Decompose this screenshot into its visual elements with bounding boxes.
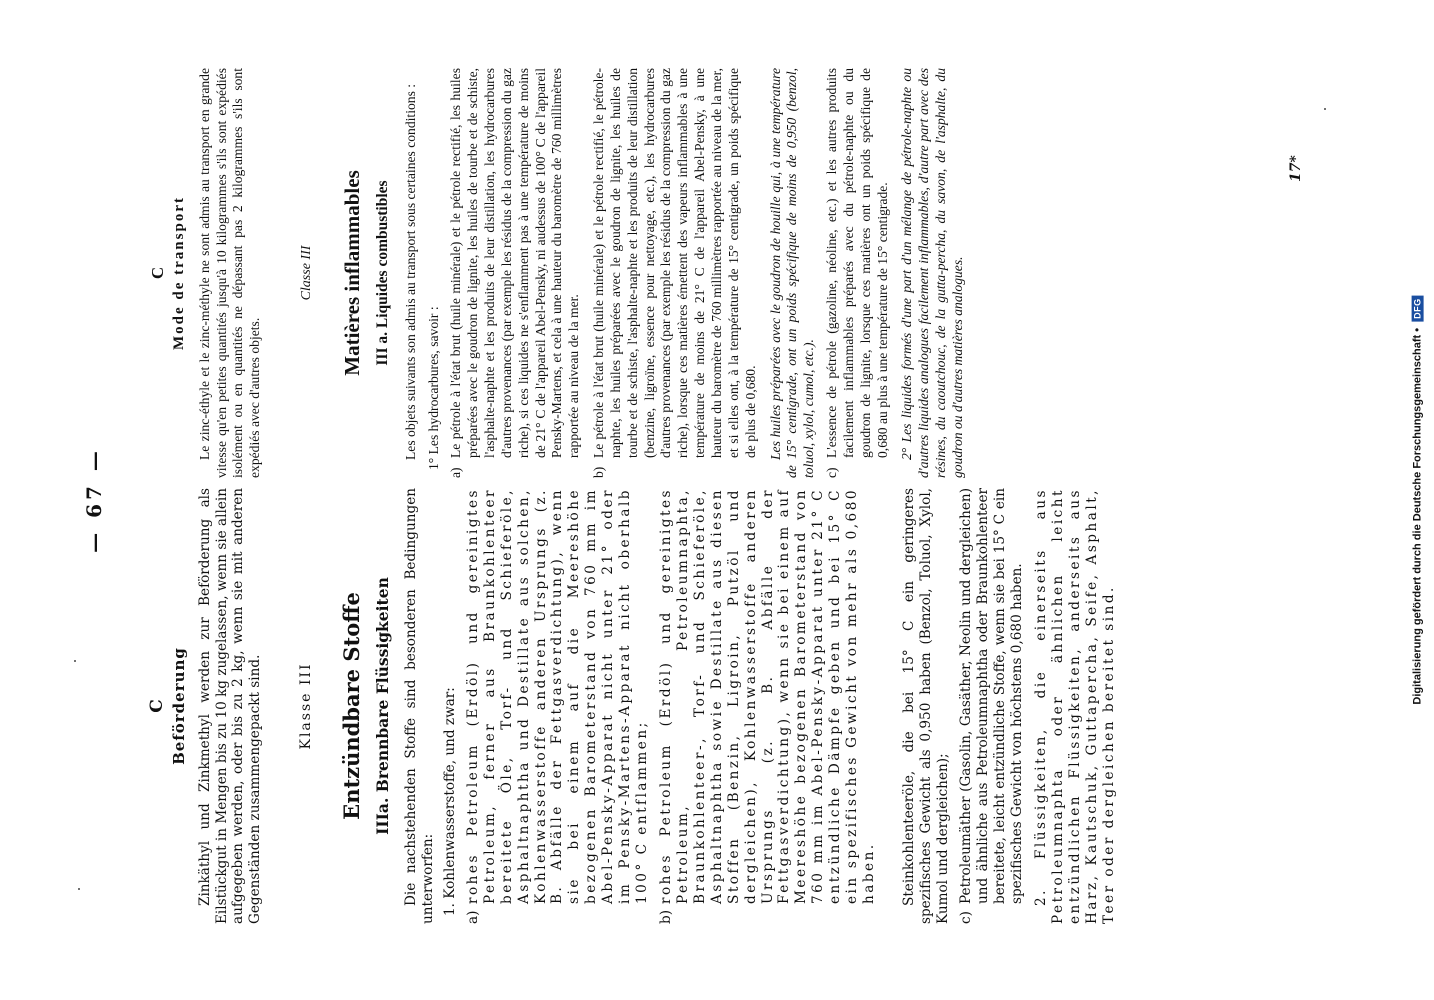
german-item-a bbox=[465, 488, 650, 924]
page-number-header: — 67 — bbox=[82, 447, 106, 553]
german-intro-paragraph: Zinkäthyl und Zinkmethyl werden zur Beförderung als Eilstückgut in Mengen bis zu 10 kg zugelassen, wenn sie allein aufgegeben werden, oder bis zu 2 kg, wenn sie mit anderen Gegenständen zusammengepackt sind. bbox=[196, 488, 264, 924]
german-section-title: Beförderung bbox=[170, 647, 189, 765]
french-item-a-label: a) bbox=[448, 467, 464, 478]
german-section-letter: C bbox=[147, 699, 167, 713]
french-item-c-text: L'essence de pétrole (gazoline, néoline, etc.) et les autres produits facilement inflammables préparés avec du pétrole-naphte ou du goudron de lignite, lorsque ces matières ont un poids spécifique de 0,680 au plus à une température de 15° centigrade. bbox=[824, 68, 890, 458]
french-item-a bbox=[448, 68, 583, 478]
french-admission-text: Les objets suivants son admis au transport sous certaines conditions : bbox=[402, 83, 418, 460]
french-section-letter: C bbox=[148, 266, 167, 280]
german-class-title: Entzündbare Stoffe bbox=[339, 592, 365, 820]
french-item-b-text: Le pétrole à l'état brut (huile minérale) et le pétrole rectifié, le pétrole-naphte, les huiles préparées avec le goudron de lignite, les huiles de tourbe et de schiste, l'asphalte-naphte et les produits de leur distillation (benzine, ligroïne, essence pour nettoyage, etc.), les hydrocarbures d'autres provenances (par exemple les résidus de la compression du gaz riche), lorsque ces matières émettent des vapeurs inflammables à une température de moins de 21° C de l'appareil Abel-Pensky, à une hauteur du baromètre de 760 millimètres rapportée au niveau de la mer, et si elles ont, à la température de 15° centigrade, un poids spécifique de plus de 0,680. bbox=[591, 68, 758, 458]
french-item-2: 2° Les liquides formés d'une part d'un mélange de pétrole-naphte ou d'autres liquides analogues facilement inflammables, d'autre part avec des résines, du caoutchouc, de la gutta-percha, du savon, de l'asphalte, du goudron ou d'autres matières analogues. bbox=[899, 68, 965, 478]
german-item-c-label: c) bbox=[957, 911, 974, 924]
french-intro-paragraph: Le zinc-éthyle et le zinc-méthyle ne sont admis au transport en grande vitesse qu'en petites quantités jusqu'à 10 kilogrammes s'ils sont expédiés isolément ou en quantités ne dépassant pas 2 kilogrammes s'ils sont expédiés avec d'autres objets. bbox=[196, 68, 263, 478]
german-subclass-title: IIIa. Brennbare Flüssigkeiten bbox=[373, 577, 393, 835]
french-item-c-label: c) bbox=[824, 467, 840, 478]
scan-speck bbox=[78, 888, 80, 890]
french-class-label: Classe III bbox=[299, 245, 315, 301]
german-item-c bbox=[958, 488, 1025, 924]
digitization-note-text: Digitalisierung gefördert durch die Deutsche Forschungsgemeinschaft • bbox=[1412, 327, 1425, 705]
french-column bbox=[135, 68, 1355, 478]
german-coal-tar-paragraph: Steinkohlenteeröle, die bei 15° C ein geringeres spezifisches Gewicht als 0,950 haben (Benzol, Toluol, Xylol, Kumol und dergleichen); bbox=[901, 488, 952, 924]
german-item-b-text: rohes Petroleum (Erdöl) und gereinigtes Petroleum, Petroleumnaphta, Braunkohlenteer-, Torf- und Schieferöle, Asphaltnaphtha sowie Destillate aus diesen Stoffen (Benzin, Ligroin, Putzöl und dergleichen), Kohlenwasserstoffe anderen Ursprungs (z. B. Abfälle der Fettgasverdichtung), wenn sie bei einem auf Meereshöhe bezogenen Barometerstand von 760 mm im Abel-Pensky-Apparat unter 21° C entzündliche Dämpfe geben und bei 15° C ein spezifisches Gewicht von mehr als 0,680 haben. bbox=[658, 488, 877, 904]
german-class-label: Klasse III bbox=[298, 662, 315, 750]
french-item-c bbox=[824, 68, 891, 478]
dfg-logo-icon: DFG bbox=[1412, 295, 1424, 322]
german-column bbox=[135, 488, 1355, 924]
scan-speck bbox=[74, 660, 76, 662]
german-item-c-text: Petroleumäther (Gasolin, Gasäther, Neolin und dergleichen) und ähnliche aus Petroleumnaphtha oder Braunkohlenteer bereitete, leicht entzündliche Stoffe, wenn sie bei 15° C ein spezifisches Gewicht von höchstens 0,680 haben. bbox=[957, 488, 1025, 904]
french-section-title: Mode de transport bbox=[171, 196, 188, 350]
french-class-title: Matières inflammables bbox=[340, 170, 365, 376]
german-item-a-text: rohes Petroleum (Erdöl) und gereinigtes Petroleum, ferner aus Braunkohlenteer bereitete Öle, Torf- und Schieferöle, Asphaltnaphtha und Destillate aus solchen, Kohlenwasserstoffe anderen Ursprungs (z. B. Abfälle der Fettgasverdichtung), wenn sie bei einem auf die Meereshöhe bezogenen Barometerstand von 760 mm im Abel-Pensky-Apparat nicht unter 21° oder im Pensky-Martens-Apparat nicht oberhalb 100° C entflammen; bbox=[465, 488, 650, 904]
french-coal-tar-paragraph: Les huiles préparées avec le goudron de houille qui, à une température de 15° centigrade, ont un poids spécifique de moins de 0,950 (benzol, toluol, xylol, cumol, etc.). bbox=[767, 68, 817, 478]
scan-speck bbox=[1324, 108, 1326, 110]
german-item-a-label: a) bbox=[465, 910, 482, 924]
page-signature-footer: 17* bbox=[1288, 155, 1304, 182]
french-subclass-title: III a. Liquides combustibles bbox=[374, 180, 392, 366]
french-item-b-label: b) bbox=[591, 466, 607, 478]
french-item-b bbox=[591, 68, 759, 478]
french-item-a-text: Le pétrole à l'état brut (huile minérale) et le pétrole rectifié, les huiles préparées avec le goudron de lignite, les huiles de tourbe et de schiste, l'asphalte-naphte et les produits de leur distillation, les hydrocarbures d'autres provenances (par exemple les résidus de la compression du gaz riche), si ces liquides ne s'enflamment pas à une température de moins de 21° C de l'appareil Abel-Pensky, ni audessus de 100° C de l'appareil Pensky-Martens, et cela à une hauteur du baromètre de 760 millimètres rapportée au niveau de la mer. bbox=[448, 68, 582, 458]
digitization-note bbox=[1402, 0, 1434, 1000]
french-item-1: 1° Les hydrocarbures, savoir : bbox=[425, 306, 441, 470]
german-item-1: 1. Kohlenwasserstoffe, und zwar: bbox=[442, 687, 459, 916]
german-item-2: 2. Flüssigkeiten, die einerseits aus Petroleumnaphta oder ähnlichen leicht entzündlichen Flüssigkeiten, anderseits aus Harz, Kautschuk, Guttapercha, Seife, Asphalt, Teer oder dergleichen bereitet sind. bbox=[1033, 488, 1117, 924]
german-item-b-label: b) bbox=[658, 909, 675, 924]
german-item-b bbox=[658, 488, 877, 924]
german-admission-text: Die nachstehenden Stoffe sind besonderen Bedingungen unterworfen: bbox=[402, 488, 436, 924]
